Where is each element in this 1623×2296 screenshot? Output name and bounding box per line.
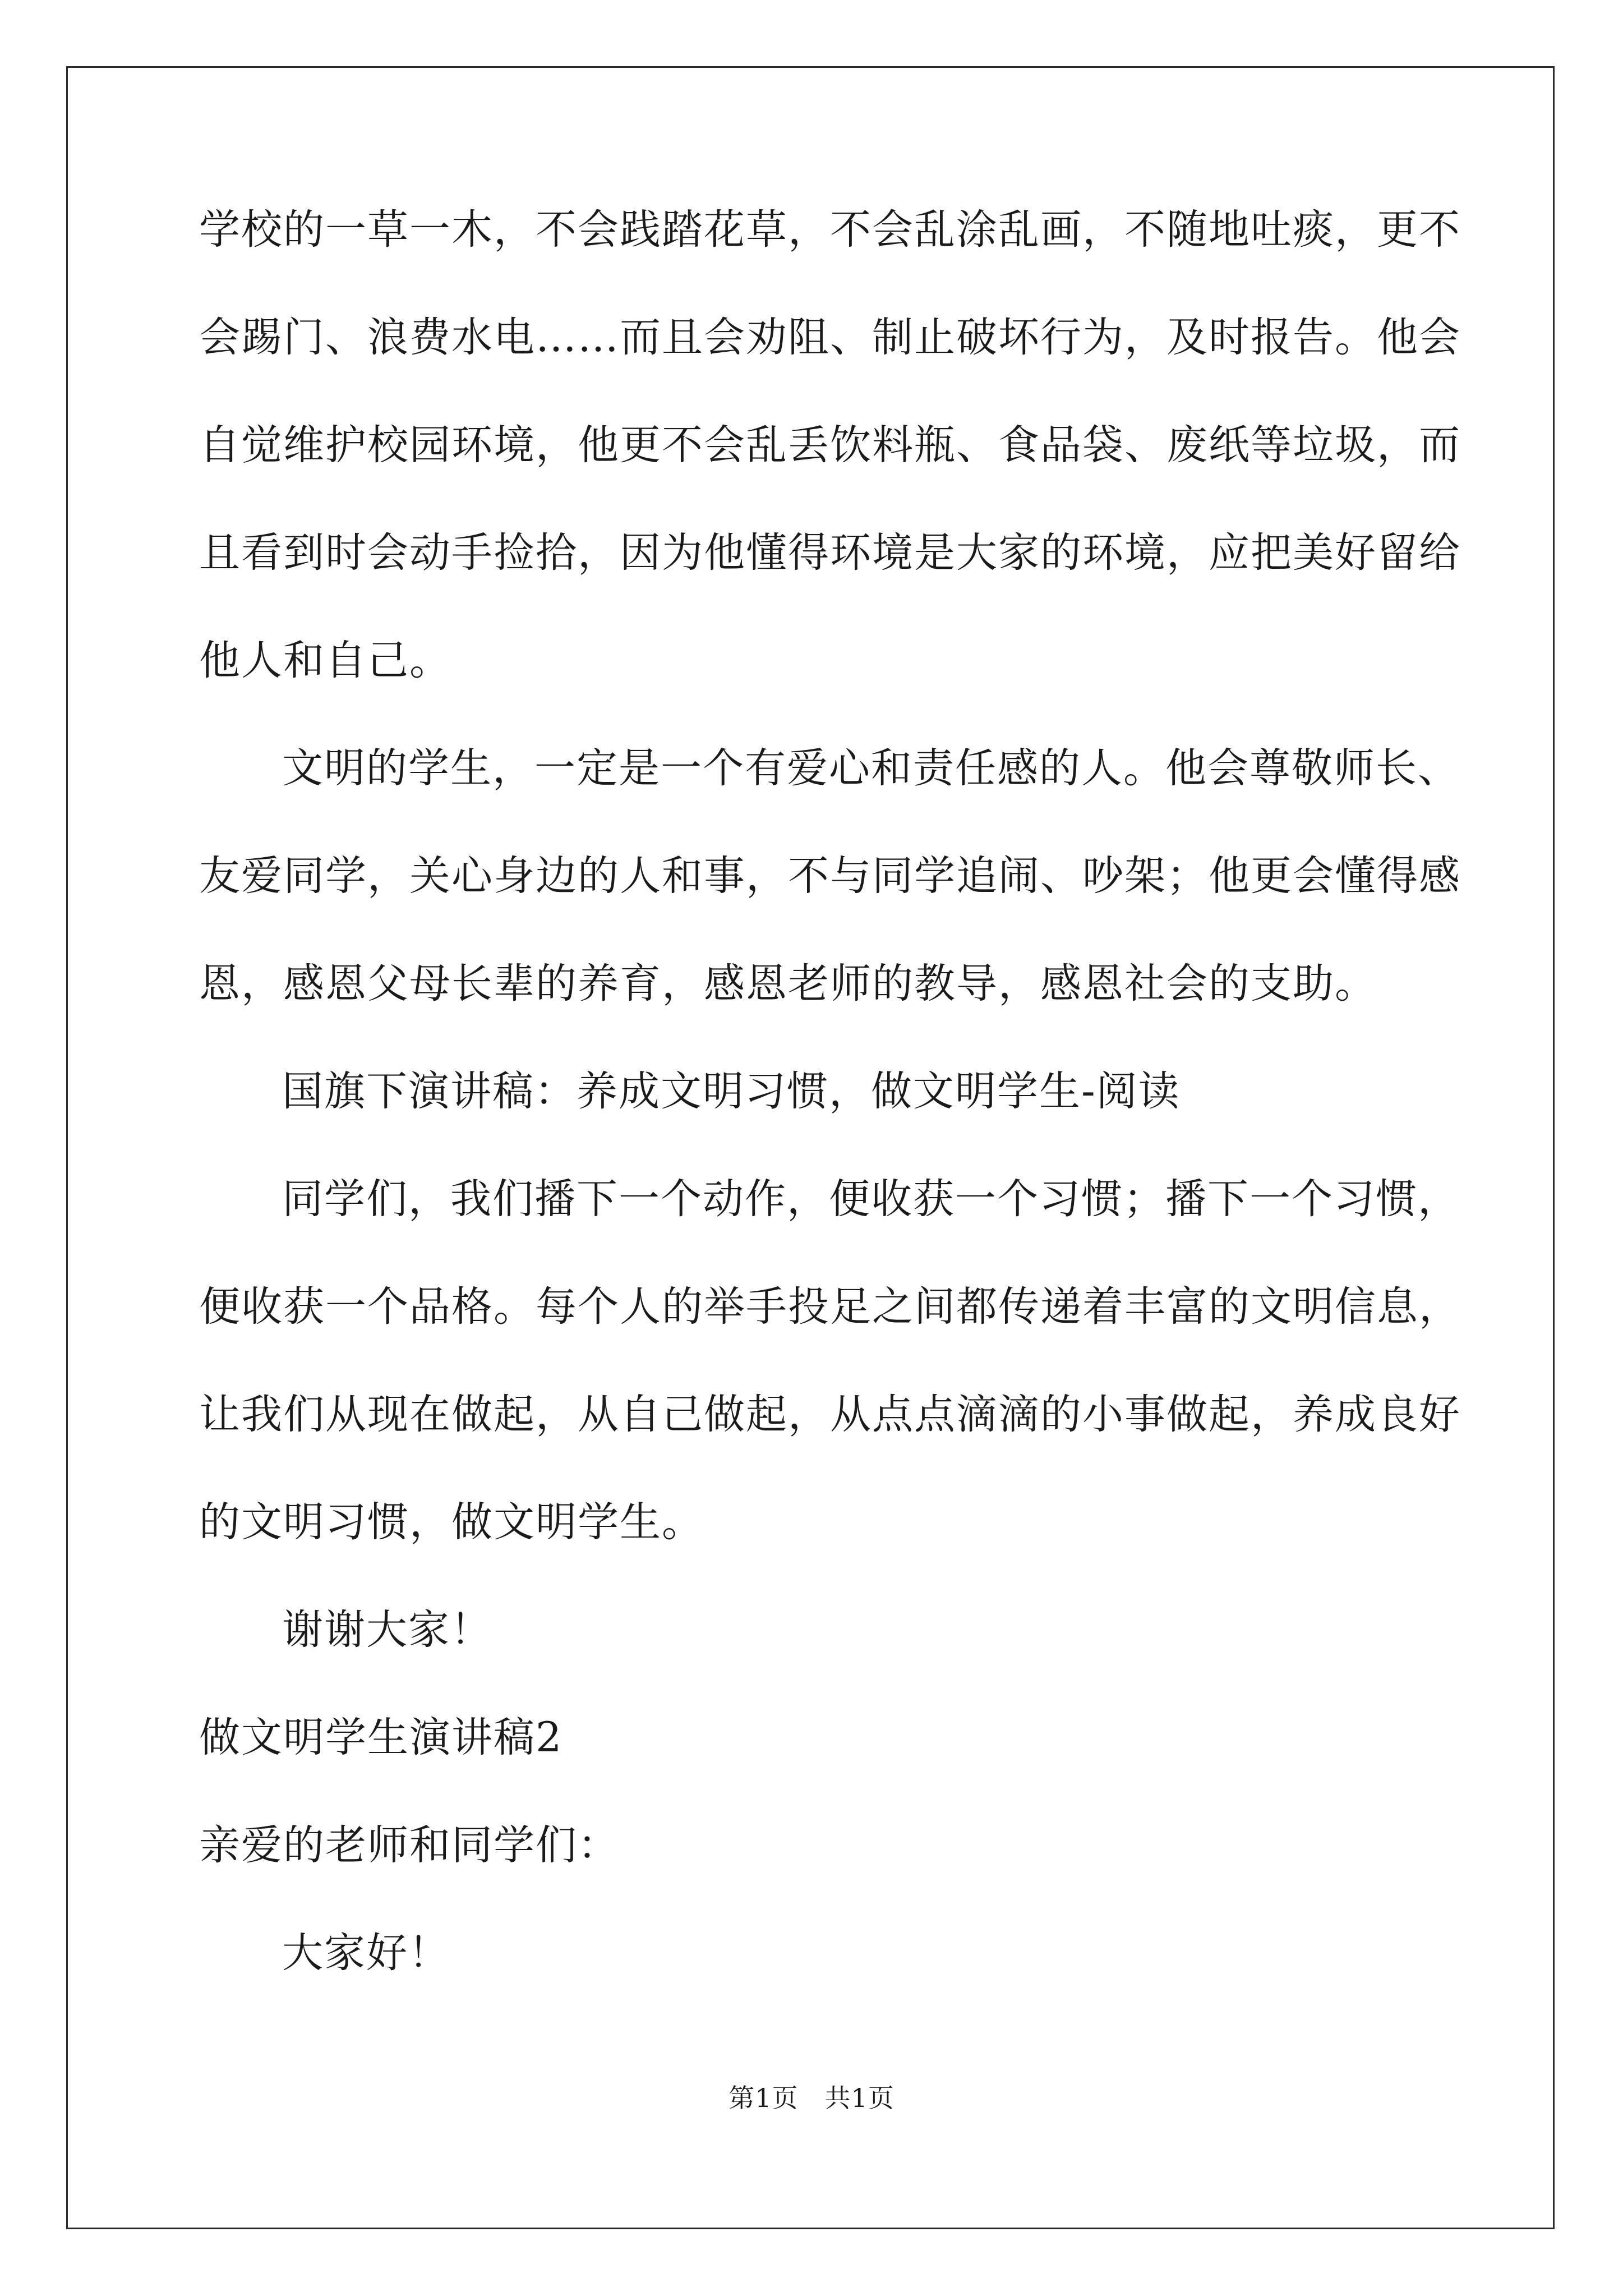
page-footer [0,2081,1623,2115]
body-line: 便收获一个品格。每个人的举手投足之间都传递着丰富的文明信息， [199,1283,1461,1331]
body-line: 他人和自己。 [199,637,451,684]
body-line: 且看到时会动手捡拾，因为他懂得环境是大家的环境，应把美好留给 [199,529,1461,577]
body-line: 恩，感恩父母长辈的养育，感恩老师的教导，感恩社会的支助。 [199,960,1377,1007]
page-number-label: 第1页 共1页 [728,2083,895,2113]
body-line: 的文明习惯，做文明学生。 [199,1498,704,1546]
body-line: 友爱同学，关心身边的人和事，不与同学追闹、吵架；他更会懂得感 [199,852,1461,900]
title-line: 做文明学生演讲稿2 [199,1714,563,1761]
closing-line: 谢谢大家！ [282,1606,492,1654]
body-line: 让我们从现在做起，从自己做起，从点点滴滴的小事做起，养成良好 [199,1391,1461,1438]
document-body [199,203,1461,1980]
body-line: 学校的一草一木，不会践踏花草，不会乱涂乱画，不随地吐痰，更不 [199,206,1461,254]
paragraph-first-line: 同学们，我们播下一个动作，便收获一个习惯；播下一个习惯， [282,1175,1460,1223]
body-line: 自觉维护校园环境，他更不会乱丢饮料瓶、食品袋、废纸等垃圾，而 [199,421,1461,469]
salutation-line: 亲爱的老师和同学们： [199,1821,620,1869]
greeting-line: 大家好！ [282,1929,450,1977]
section-heading: 国旗下演讲稿：养成文明习惯，做文明学生-阅读 [282,1068,1181,1115]
paragraph-first-line: 文明的学生，一定是一个有爱心和责任感的人。他会尊敬师长、 [282,744,1460,792]
body-line: 会踢门、浪费水电……而且会劝阻、制止破坏行为，及时报告。他会 [199,314,1461,361]
